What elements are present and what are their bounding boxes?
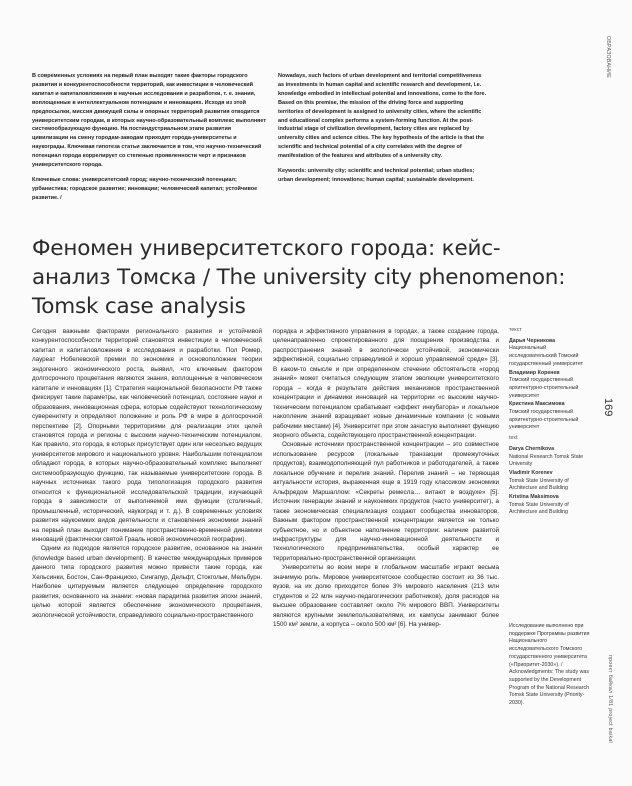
body-paragraph: порядка и эффективного управления в городах, а также создание города, целенаправленно спроектированного для поощрения производства и распространения знаний в экологически устойчивой, экономически эффективной, социально справедливой и хорошо управляемой среде» [3]. В каком-то смысле и при определенном стечении обстоятельств «город знаний» может считаться следующим этапом эволюции университетского города – когда в результате действия механизмов пространственной концентрации и динамики инноваций на территории «с высоким научно-техническим потенциалом срабатывает «эффект инкубатора» и локальное накопление знаний взращивает новые динамичные компании (с новыми рабочими местами) [4]. Университет при этом зачастую выполняет функцию якорного объекта, содействующего пространственной концентрации.	[273, 328, 499, 439]
acknowledgment-en: Acknowledgments: The study was supported by the Development Program of the National Research Tomsk State University (Priority-2030).	[509, 669, 590, 707]
author-affiliation: National Research Tomsk State University	[509, 453, 584, 468]
author-name: Darya Chernikova	[509, 445, 555, 452]
authors-header-en: text	[509, 435, 518, 442]
author-block	[509, 338, 591, 369]
body-paragraph: Университеты во всем мире в глобальном масштабе играют весьма значимую роль. Мировое университетское сообщество состоит из 36 тыс. вузов, на их долю приходится более 3% мирового населения (213 млн студентов и 22 млн научно-педагогических работников), доля расходов на высшее образование составляет около 7% мирового ВВП. Университеты являются крупными землепользователями, их кампусы занимают более 1500 км² земли, а корпуса – около 500 км² [6]. На универ-	[273, 564, 499, 629]
abstract-ru	[32, 72, 268, 209]
article-title: Феномен университетского города: кейс-анализ Томска / The university city phenomenon: Tomsk case analysis	[32, 236, 566, 319]
author-name: Дарья Черникова	[509, 337, 556, 344]
author-block	[509, 446, 591, 469]
author-block	[509, 470, 591, 493]
author-affiliation: Tomsk State University of Architecture and Building	[509, 477, 569, 492]
section-label: ОБРАЗОВАНИЕ	[605, 36, 611, 79]
page-number: 169	[602, 398, 614, 417]
author-name: Kristina Maksimova	[509, 494, 559, 501]
body-paragraph: Одним из подходов является городское развитие, основанное на знании (knowledge based urban development). В качестве международных примеров данного типа городского развития можно привести такие города, как Хельсинки, Бостон, Сан-Франциско, Сингапур, Дельфт, Стокгольм, Мельбурн. Наиболее цитируемым является следующее определение городского развития, основанного на знании: «новая парадигма развития эпохи знаний, целью которой является обеспечение экономического процветания, экологической устойчивости, справедливого социально-пространственного	[32, 545, 262, 619]
body-paragraph: Основные источники пространственной концентрации – это совместное использование ресурсов (локальные транзакции промежуточных продуктов), взаимодополняющий пул работников и работодателей, а также локальное обучение и перелив знаний. Перелив знаний – не теряющая актуальности история, выраженная еще в 1919 году классиком экономики Альфредом Маршаллом: «Секреты ремесла… витают в воздухе» [5]. Источник генерации знаний и наукоемких продуктов (часто университет), а также экономическая специализация создают сообщества инноваторов. Важным фактором пространственной концентрации является не только субъектное, но и объектное наполнение территории: наличие развитой инфраструктуры для научно-инновационной деятельности и технологического предпринимательства, особый характер ее территориально-пространственной организации.	[273, 441, 499, 562]
authors-header-ru: текст	[509, 327, 522, 333]
author-name: Кристина Максимова	[509, 401, 565, 408]
abstract-en-text: Nowadays, such factors of urban development and territorial competitiveness as investments in human capital and scientific research and development, i.e. knowledge embodied in intellectual potential and innovations, come to the fore. Based on this premise, the mission of the driving force and supporting territories of development is assigned to university cities, where the scientific and educational complex performs a system-forming function. At the post-industrial stage of civilization development, factory cities are replaced by university cities and science cities. The key hypothesis of the article is that the scientific and technical potential of a city correlates with the degree of manifestation of the features and attributes of a university city.	[278, 73, 487, 160]
author-affiliation: Национальный исследовательский Томский государственный университет	[509, 345, 584, 367]
author-block	[509, 494, 591, 517]
acknowledgment	[509, 623, 591, 708]
author-name: Владимир Коренев	[509, 369, 560, 376]
author-affiliation: Tomsk State University of Architecture and Building	[509, 501, 569, 516]
body-paragraph: Сегодня важными факторами регионального развития и устойчивой конкурентоспособности территорий становятся инвестиции в человеческий капитал и капиталовложения в исследования и разработки. Пол Ромер, лауреат Нобелевской премии по экономике и основоположник теории эндогенного экономического роста, выявил, что ключевым фактором долгосрочного процветания являются знания, воплощенные в человеческом капитале и инновациях [1]. Стратегия национальной безопасности РФ также фиксирует такие параметры, как человеческий потенциал, состояние науки и образования, инновационная сфера, которые содействуют технологическому суверенитету и определяют положение и роль РФ в мире в долгосрочной перспективе [2]. Опорными территориями для реализации этих целей становятся города и регионы с высоким научно-техническим потенциалом. Как правило, это города, в которых присутствует один или несколько ведущих университетов мирового и национального уровня. Наибольшим потенциалом обладают города, в которых научно-образовательный комплекс выполняет системообразующую функцию, так называемые университетские города. В научных источниках такого рода типологизация городского развития относится к функциональной исследовательской традиции, изучающей города в зависимости от выполняемой ими функции (столичный, промышленный, исторический, наукоград и т. д.). В современных условиях развития наукоемких видов деятельности и становления экономики знаний на первый план выходит понимание пространственно-временной динамики инноваций (фактически святой Грааль новой экономической географии).	[32, 328, 262, 543]
footer-vertical: проект байкал 1/81 project baikal	[607, 655, 613, 743]
abstract-en	[278, 72, 488, 191]
author-block	[509, 370, 591, 401]
abstract-ru-text: В современных условиях на первый план выходят такие факторы городского развития и конкурентоспособности территорий, как инвестиции в человеческий капитал и капиталовложения в научные исследования и разработки, т. е. знания, воплощенные в интеллектуальном потенциале и инновациях. Исходя из этой предпосылки, миссия движущей силы и опорных территорий развития отводится университетским городам, в которых научно-образовательный комплекс выполняет системообразующую функцию. На постиндустриальном этапе развития цивилизации на смену городам-заводам приходят города-университеты и наукограды. Ключевая гипотеза статьи заключается в том, что научно-технический потенциал города коррелирует со степенью проявленности черт и признаков университетского города.	[32, 73, 267, 169]
abstract-ru-keywords: Ключевые слова: университетский город; научно-технический потенциал; урбанистика; городское развитие; инновации; человеческий капитал; устойчивое развитие. /	[32, 176, 258, 201]
abstract-en-keywords: Keywords: university city; scientific and technical potential; urban studies; urban development; innovations; human capital; sustainable development.	[278, 168, 475, 183]
author-affiliation: Томский государственный архитектурно-строительный университет	[509, 409, 579, 431]
body-column-2	[273, 327, 499, 779]
author-affiliation: Томский государственный архитектурно-строительный университет	[509, 377, 579, 399]
acknowledgment-ru: Исследование выполнено при поддержке Программы развития Национального исследовательского Томского государственного университета («Приоритет-2030»). /	[509, 623, 590, 668]
author-name: Vladimir Korenev	[509, 469, 553, 476]
author-block	[509, 401, 591, 432]
body-column-1	[32, 327, 262, 779]
authors-sidebar	[509, 327, 591, 518]
